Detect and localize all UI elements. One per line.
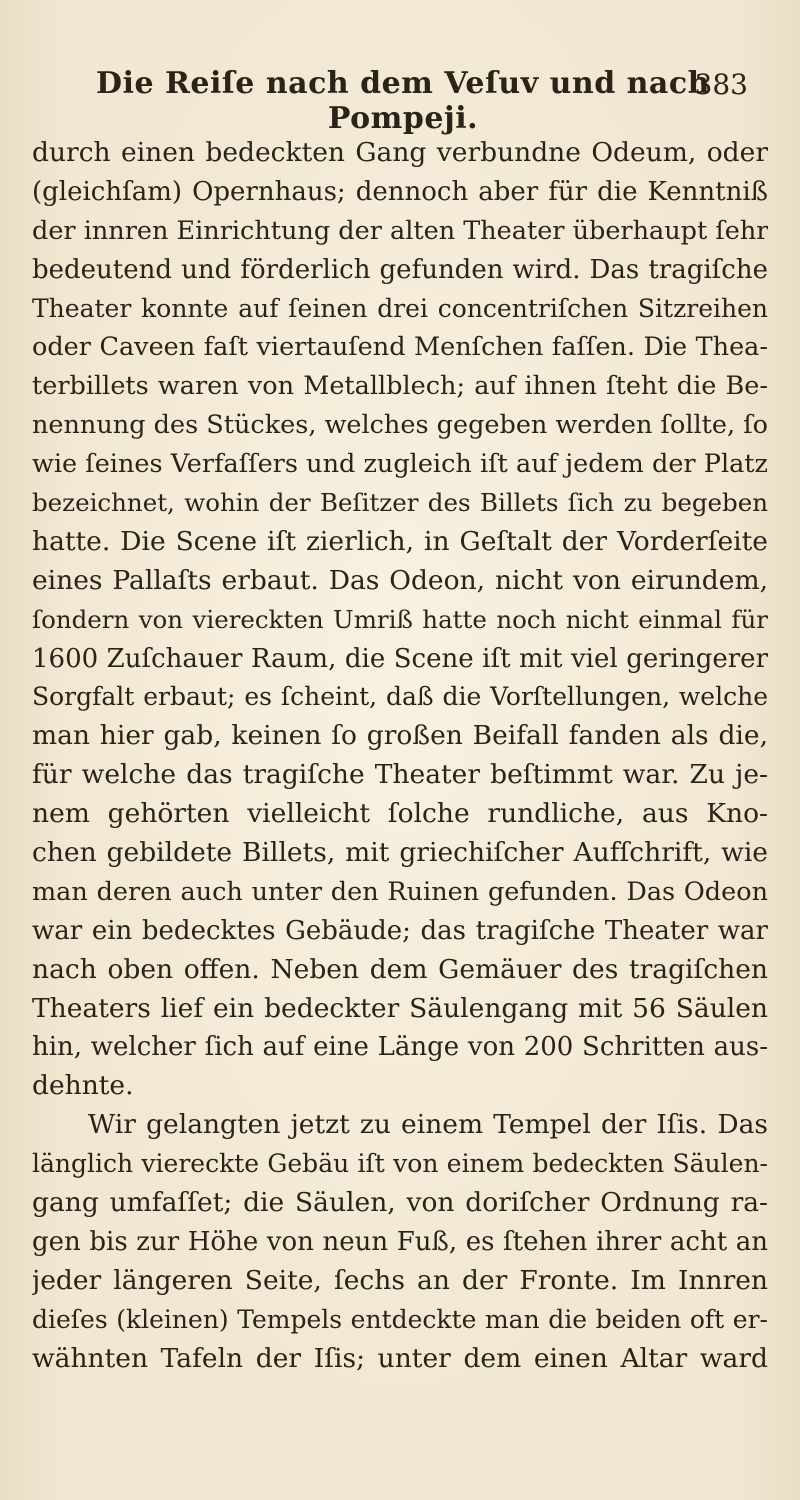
text-line: man hier gab, keinen ſo großen Beifall fanden als die, <box>32 720 768 752</box>
text-line: terbillets waren von Metallblech; auf ihnen ſteht die Be- <box>32 371 768 402</box>
text-line: man deren auch unter den Ruinen gefunden. Das Odeon <box>32 876 768 907</box>
text-line: gang umfaſſet; die Säulen, von doriſcher Ordnung ra- <box>32 1187 768 1219</box>
text-line: hin, welcher ſich auf eine Länge von 200 Schritten aus- <box>32 1032 768 1063</box>
text-line: hatte. Die Scene iſt zierlich, in Geſtalt der Vorderſeite <box>32 525 768 557</box>
paragraph-start-line: Wir gelangten jetzt zu einem Tempel der Iſis. Das <box>88 1109 768 1141</box>
running-title: Die Reiſe nach dem Veſuv und nach Pompeji. <box>96 66 710 136</box>
body-text <box>32 134 768 1379</box>
text-line: wähnten Tafeln der Iſis; unter dem einen Altar ward <box>32 1342 768 1374</box>
text-line: war ein bedecktes Gebäude; das tragiſche Theater war <box>32 915 768 946</box>
text-line: (gleichſam) Opernhaus; dennoch aber für die Kenntniß <box>32 176 768 207</box>
text-line: nennung des Stückes, welches gegeben werden ſollte, ſo <box>32 410 768 441</box>
text-line: wie ſeines Verfaſſers und zugleich iſt auf jedem der Platz <box>32 449 768 480</box>
paragraph-end-line: dehnte. <box>32 1070 134 1102</box>
text-line: 1600 Zuſchauer Raum, die Scene iſt mit viel geringerer <box>32 643 768 674</box>
text-line: für welche das tragiſche Theater beſtimmt war. Zu je- <box>32 759 768 791</box>
text-line: Theater konnte auf ſeinen drei concentriſchen Sitzreihen <box>32 293 768 323</box>
text-line: Theaters lief ein bedeckter Säulengang mit 56 Säulen <box>32 992 768 1024</box>
text-line: Sorgfalt erbaut; es ſcheint, daß die Vorſtellungen, welche <box>32 682 768 712</box>
text-line: chen gebildete Billets, mit griechiſcher Aufſchrift, wie <box>32 837 768 869</box>
text-line: länglich viereckte Gebäu iſt von einem bedeckten Säulen- <box>32 1149 768 1179</box>
text-line: nach oben offen. Neben dem Gemäuer des tragiſchen <box>32 953 768 985</box>
page-number: 383 <box>694 68 748 101</box>
text-line: bedeutend und förderlich gefunden wird. Das tragiſche <box>32 254 768 285</box>
text-line: gen bis zur Höhe von neun Fuß, es ſtehen ihrer acht an <box>32 1226 768 1257</box>
text-line: jeder längeren Seite, ſechs an der Fronte. Im Innren <box>32 1264 768 1296</box>
page-header <box>58 66 748 136</box>
text-line: oder Caveen faſt viertauſend Menſchen faſſen. Die Thea- <box>32 332 768 363</box>
text-line: der innren Einrichtung der alten Theater überhaupt ſehr <box>32 215 768 246</box>
text-line: nem gehörten vielleicht ſolche rundliche, aus Kno- <box>32 798 768 830</box>
text-line: ſondern von viereckten Umriß hatte noch nicht einmal für <box>32 604 768 634</box>
text-line: dieſes (kleinen) Tempels entdeckte man die beiden oft er- <box>32 1304 768 1334</box>
text-line: eines Pallaſts erbaut. Das Odeon, nicht von eirundem, <box>32 564 768 596</box>
text-line: bezeichnet, wohin der Beſitzer des Billets ſich zu begeben <box>32 488 768 518</box>
text-line: durch einen bedeckten Gang verbundne Odeum, oder <box>32 137 768 168</box>
